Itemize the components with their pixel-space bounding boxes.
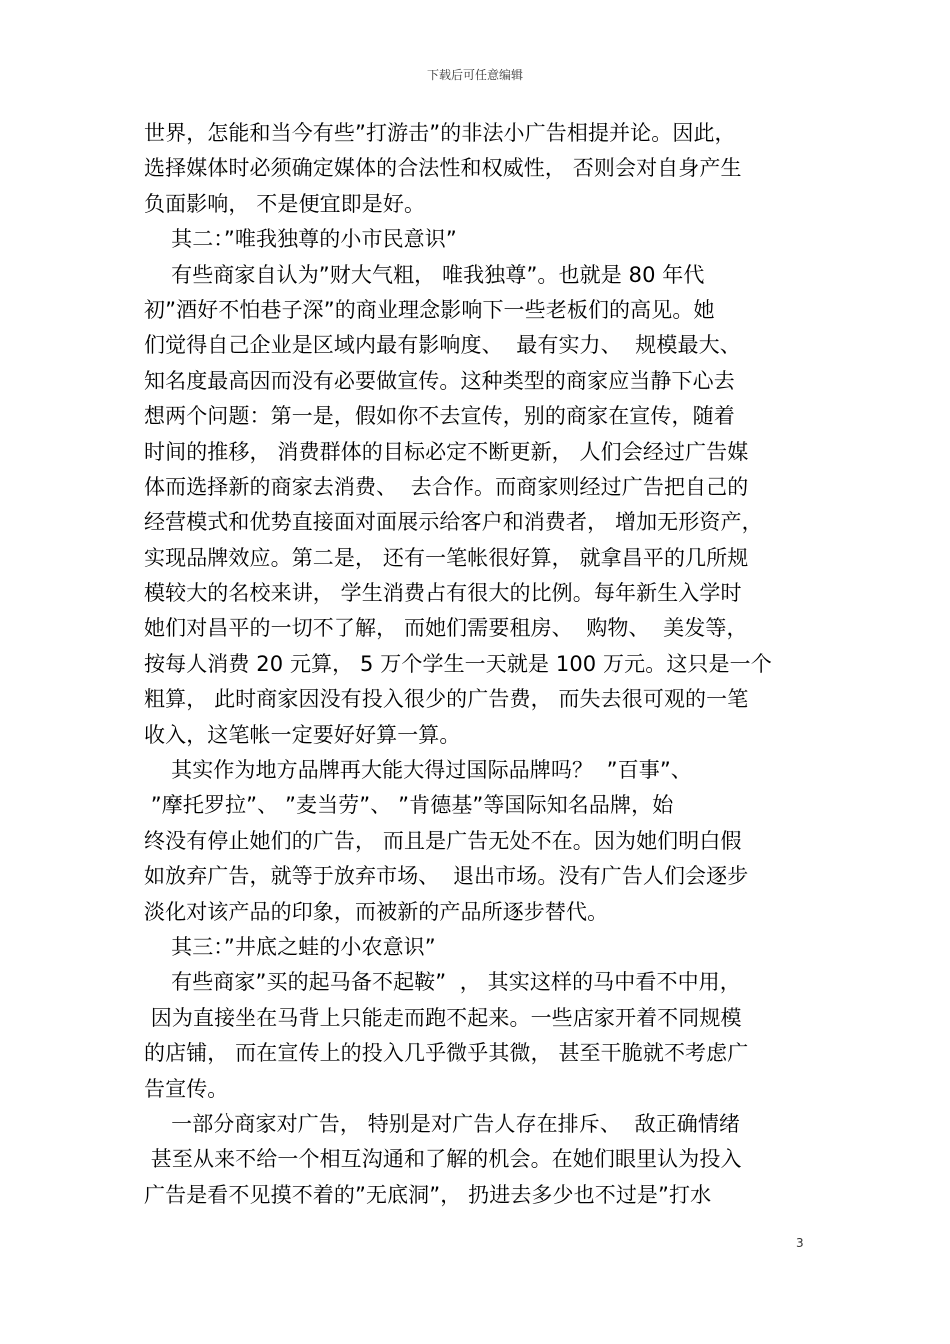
body-line: 时间的推移， 消费群体的目标必定不断更新， 人们会经过广告媒 [144, 439, 749, 464]
body-line: 想两个问题：第一是，假如你不去宣传，别的商家在宣传，随着 [144, 404, 735, 429]
body-line: 按每人消费 20 元算， 5 万个学生一天就是 100 万元。这只是一个 [144, 651, 772, 676]
document-body [144, 116, 812, 1213]
section-heading: 其二：”唯我独尊的小市民意识” [144, 227, 457, 252]
body-line: 其实作为地方品牌再大能大得过国际品牌吗？ ”百事”、 [144, 758, 692, 783]
body-line: 因为直接坐在马背上只能走而跑不起来。一些店家开着不同规模 [144, 1005, 742, 1030]
body-line: 知名度最高因而没有必要做宣传。这种类型的商家应当静下心去 [144, 368, 735, 393]
body-line: 终没有停止她们的广告， 而且是广告无处不在。因为她们明白假 [144, 828, 742, 853]
body-line: 广告是看不见摸不着的”无底洞”， 扔进去多少也不过是”打水 [144, 1182, 712, 1207]
body-line: 她们对昌平的一切不了解， 而她们需要租房、 购物、 美发等， [144, 616, 748, 641]
body-line: 初”酒好不怕巷子深”的商业理念影响下一些老板们的高见。她 [144, 297, 715, 322]
body-line: 淡化对该产品的印象，而被新的产品所逐步替代。 [144, 899, 609, 924]
page-number: 3 [796, 1236, 804, 1250]
body-line: 有些商家”买的起马备不起鞍” ， 其实这样的马中看不中用， [144, 970, 741, 995]
body-line: 粗算， 此时商家因没有投入很少的广告费， 而失去很可观的一笔 [144, 687, 749, 712]
body-line: 有些商家自认为”财大气粗， 唯我独尊”。也就是 80 年代 [144, 262, 705, 287]
page-header: 下载后可任意编辑 [426, 68, 523, 82]
section-heading: 其三：”井底之蛙的小农意识” [144, 934, 436, 959]
body-line: 告宣传。 [144, 1076, 229, 1101]
body-line: 一部分商家对广告， 特别是对广告人存在排斥、 敌正确情绪 [144, 1111, 741, 1136]
body-line: 收入，这笔帐一定要好好算一算。 [144, 722, 461, 747]
body-line: 如放弃广告，就等于放弃市场、 退出市场。没有广告人们会逐步 [144, 864, 749, 889]
body-line: ”摩托罗拉”、 ”麦当劳”、 ”肯德基”等国际知名品牌，始 [144, 793, 674, 818]
body-line: 负面影响， 不是便宜即是好。 [144, 191, 426, 216]
body-line: 甚至从来不给一个相互沟通和了解的机会。在她们眼里认为投入 [144, 1147, 742, 1172]
body-line: 们觉得自己企业是区域内最有影响度、 最有实力、 规模最大、 [144, 333, 741, 358]
body-line: 实现品牌效应。第二是， 还有一笔帐很好算， 就拿昌平的几所规 [144, 545, 749, 570]
body-line: 世界，怎能和当今有些”打游击”的非法小广告相提并论。因此， [144, 121, 736, 145]
body-line: 模较大的名校来讲， 学生消费占有很大的比例。每年新生入学时 [144, 581, 742, 606]
body-line: 体而选择新的商家去消费、 去合作。而商家则经过广告把自己的 [144, 474, 749, 499]
body-line: 选择媒体时必须确定媒体的合法性和权威性， 否则会对自身产生 [144, 156, 742, 181]
body-line: 经营模式和优势直接面对面展示给客户和消费者， 增加无形资产， [144, 510, 763, 535]
body-line: 的店铺， 而在宣传上的投入几乎微乎其微， 甚至干脆就不考虑广 [144, 1041, 749, 1066]
